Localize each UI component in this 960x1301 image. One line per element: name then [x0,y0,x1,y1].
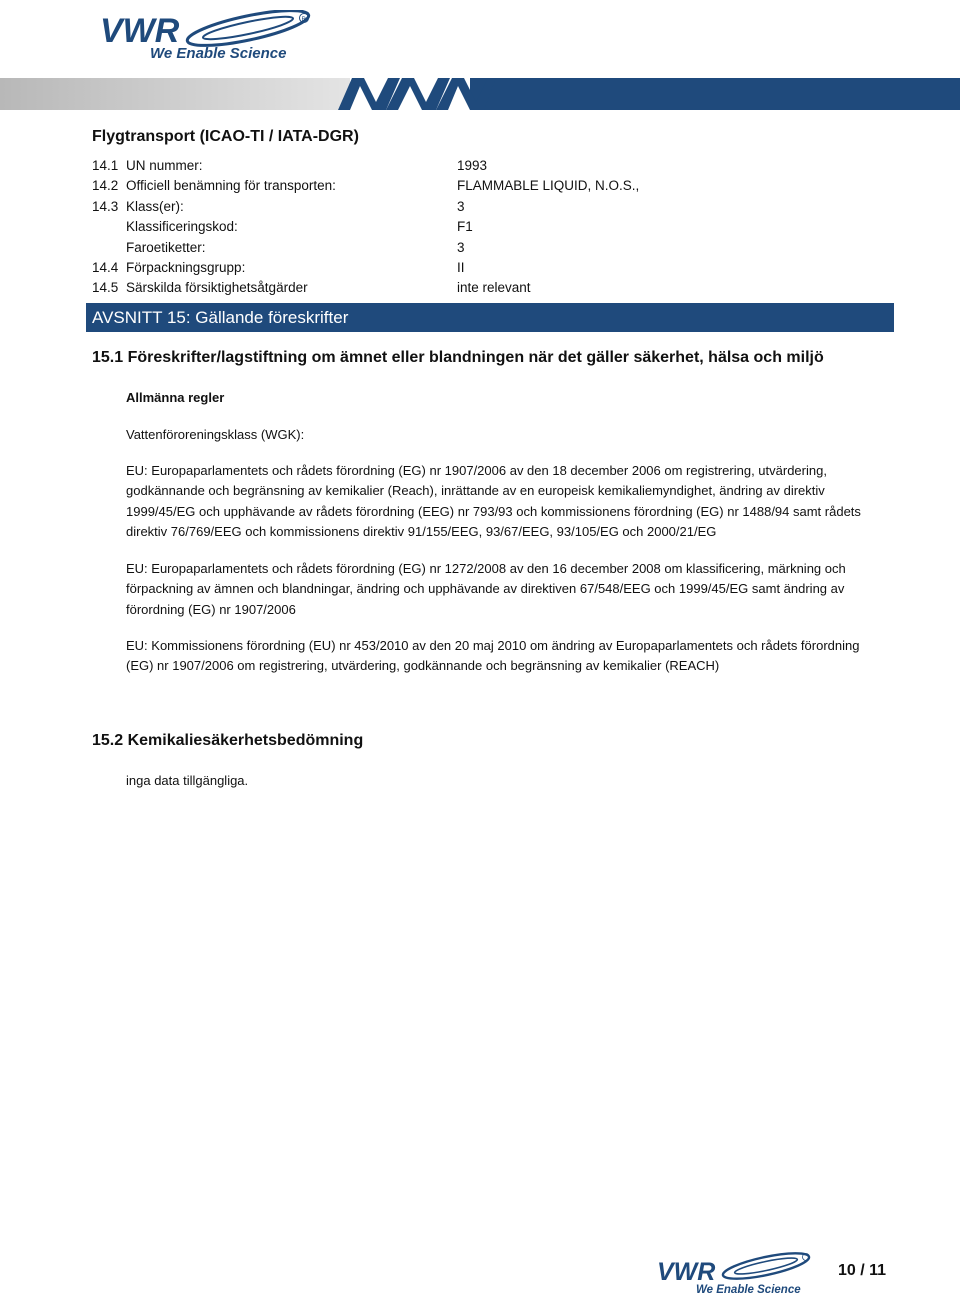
transport-row [92,258,892,278]
row-value: II [457,259,465,275]
svg-text:VWR: VWR [657,1258,716,1286]
subsection-15-2-heading: 15.2 Kemikaliesäkerhetsbedömning [92,732,364,749]
row-label: UN nummer: [126,158,203,173]
regulation-paragraph [126,636,886,677]
transport-row [92,238,892,258]
subsection-15-1-heading: 15.1 Föreskrifter/lagstiftning om ämnet eller blandningen när det gäller säkerhet, hälsa och miljö [92,349,824,366]
svg-text:We Enable Science: We Enable Science [696,1284,801,1296]
no-data-text: inga data tillgängliga. [126,773,249,788]
row-value: inte relevant [457,280,531,296]
regulation-paragraph [126,559,886,620]
transport-row [92,197,892,217]
row-value: 1993 [457,158,488,173]
row-number: 14.3 [92,198,119,214]
transport-row [92,217,892,237]
row-number: 14.1 [92,158,119,173]
regulation-text: EU: Europaparlamentets och rådets förordning (EG) nr 1272/2008 av den 16 december 2008 om klassificering, märkning och förpackning av ämnen och blandningar, ändring och upphävande av direktiven 67/548/EEG och 1999/45/EG samt ändring av förordning (EG) nr 1907/2006 [126,561,846,617]
row-value: FLAMMABLE LIQUID, N.O.S., [457,178,640,194]
regulation-text: EU: Kommissionens förordning (EU) nr 453/2010 av den 20 maj 2010 om ändring av Europaparlamentets och rådets förordning (EG) nr 1907/2006 om registrering, utvärdering, godkännande och begränsning av kemikalier (REACH) [126,638,860,674]
page-number: 10 / 11 [838,1262,887,1279]
footer-vwr-logo [656,1251,816,1297]
air-transport-title: Flygtransport (ICAO-TI / IATA-DGR) [92,128,359,145]
vwr-logo [98,10,318,66]
row-number: 14.2 [92,178,119,194]
svg-text:VWR: VWR [100,12,180,50]
svg-text:We Enable Science: We Enable Science [150,45,287,62]
row-label: Särskilda försiktighetsåtgärder [126,280,308,296]
regulation-paragraph [126,461,886,542]
row-label: Klassificeringskod: [126,219,238,235]
air-transport-section [92,128,892,299]
regulation-text: EU: Europaparlamentets och rådets förordning (EG) nr 1907/2006 av den 18 december 2006 om registrering, utvärdering, godkännande och begränsning av kemikalier (Reach), inrättande av en europeisk kemikaliemyndighet, ändring av direktiv 1999/45/EG och upphävande av rådets förordning (EEG) nr 793/93 och kommissionens förordning (EG) nr 1488/94 samt rådets direktiv 76/769/EEG och kommissionens direktiv 91/155/EEG, 93/67/EEG, 93/105/EG och 2000/21/EG [126,463,861,539]
section-15-title-bar: AVSNITT 15: Gällande föreskrifter [86,303,894,332]
wgk-label: Vattenföroreningsklass (WGK): [126,427,305,442]
row-label: Faroetiketter: [126,239,206,255]
row-value: 3 [457,239,465,255]
general-rules-heading: Allmänna regler [126,390,225,405]
transport-row [92,278,892,298]
row-label: Förpackningsgrupp: [126,259,246,275]
transport-row [92,156,892,176]
row-number: 14.4 [92,259,119,275]
row-value: 3 [457,198,465,214]
svg-text:R: R [301,17,306,23]
row-label: Officiell benämning för transporten: [126,178,336,194]
row-label: Klass(er): [126,198,184,214]
header-banner [0,72,960,112]
row-value: F1 [457,219,473,235]
row-number: 14.5 [92,280,119,296]
transport-row [92,176,892,196]
